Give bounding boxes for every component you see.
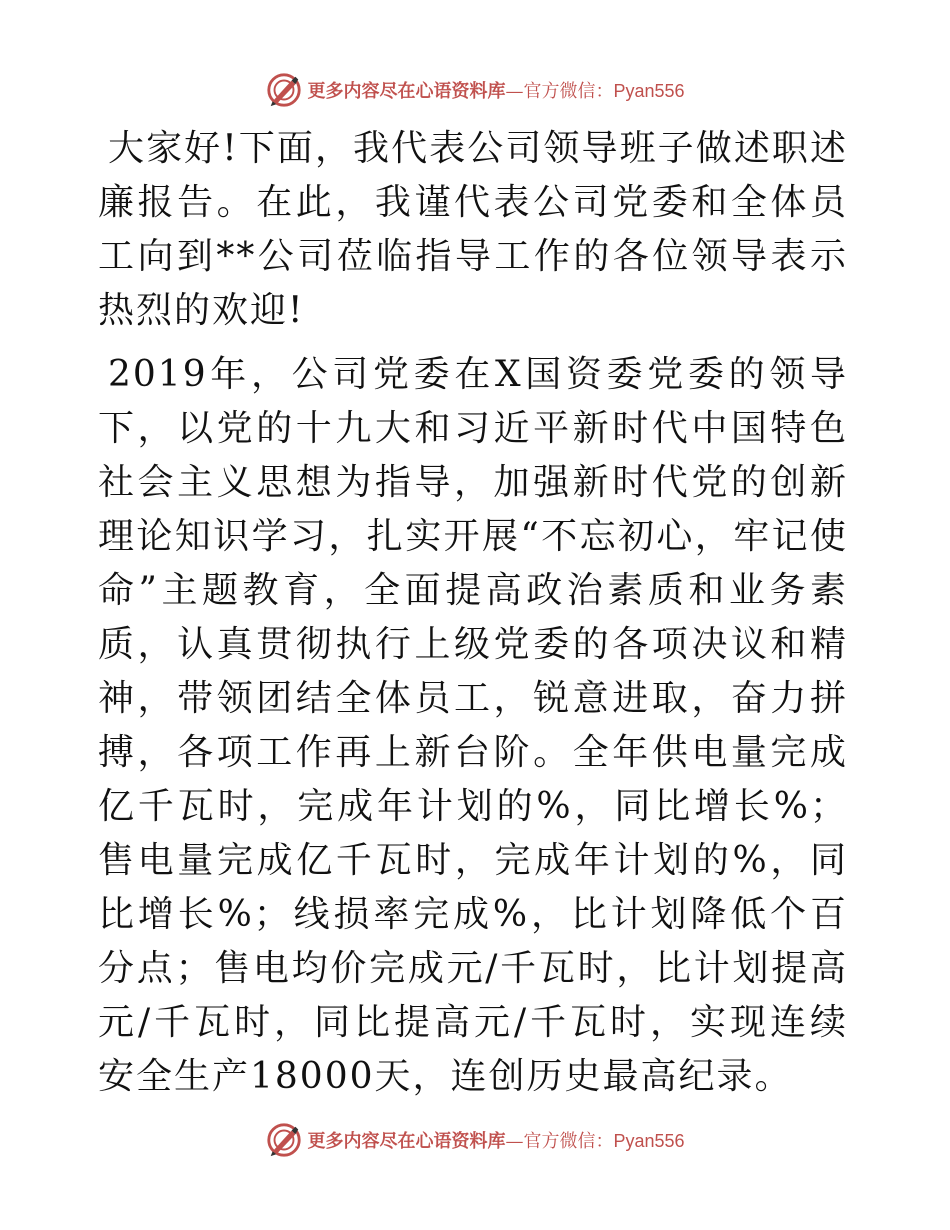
footer-wechat-id: Pyan556 bbox=[613, 1131, 685, 1151]
header-site-text: 更多内容尽在心语资料库 bbox=[307, 81, 506, 102]
header-separator: — bbox=[505, 81, 524, 102]
red-pen-logo-icon bbox=[265, 71, 303, 109]
footer-banner-text bbox=[307, 1127, 684, 1153]
header-wechat-label: 官方微信： bbox=[523, 81, 614, 102]
header-banner-text bbox=[307, 77, 684, 103]
footer-site-text: 更多内容尽在心语资料库 bbox=[307, 1131, 506, 1152]
header-banner[interactable] bbox=[0, 70, 950, 110]
paragraph-summary: 2019年，公司党委在X国资委党委的领导下，以党的十九大和习近平新时代中国特色社会主义思想为指导，加强新时代党的创新理论知识学习，扎实开展“不忘初心，牢记使命”主题教育，全面提高政治素质和业务素质，认真贯彻执行上级党委的各项决议和精神，带领团结全体员工，锐意进取，奋力拼搏，各项工作再上新台阶。全年供电量完成亿千瓦时，完成年计划的%，同比增长%；售电量完成亿千瓦时，完成年计划的%，同比增长%；线损率完成%，比计划降低个百分点；售电均价完成元/千瓦时，比计划提高元/千瓦时，同比提高元/千瓦时，实现连续安全生产18000天，连创历史最高纪录。 bbox=[98, 354, 848, 1097]
footer-separator: — bbox=[505, 1131, 524, 1152]
footer-wechat-label: 官方微信： bbox=[523, 1131, 614, 1152]
footer-banner[interactable] bbox=[0, 1120, 950, 1160]
paragraph-opening: 大家好!下面，我代表公司领导班子做述职述廉报告。在此，我谨代表公司党委和全体员工向到**公司莅临指导工作的各位领导表示热烈的欢迎! bbox=[98, 128, 848, 331]
red-pen-logo-icon bbox=[265, 1121, 303, 1159]
document-body bbox=[98, 122, 848, 1114]
header-wechat-id: Pyan556 bbox=[613, 81, 685, 101]
